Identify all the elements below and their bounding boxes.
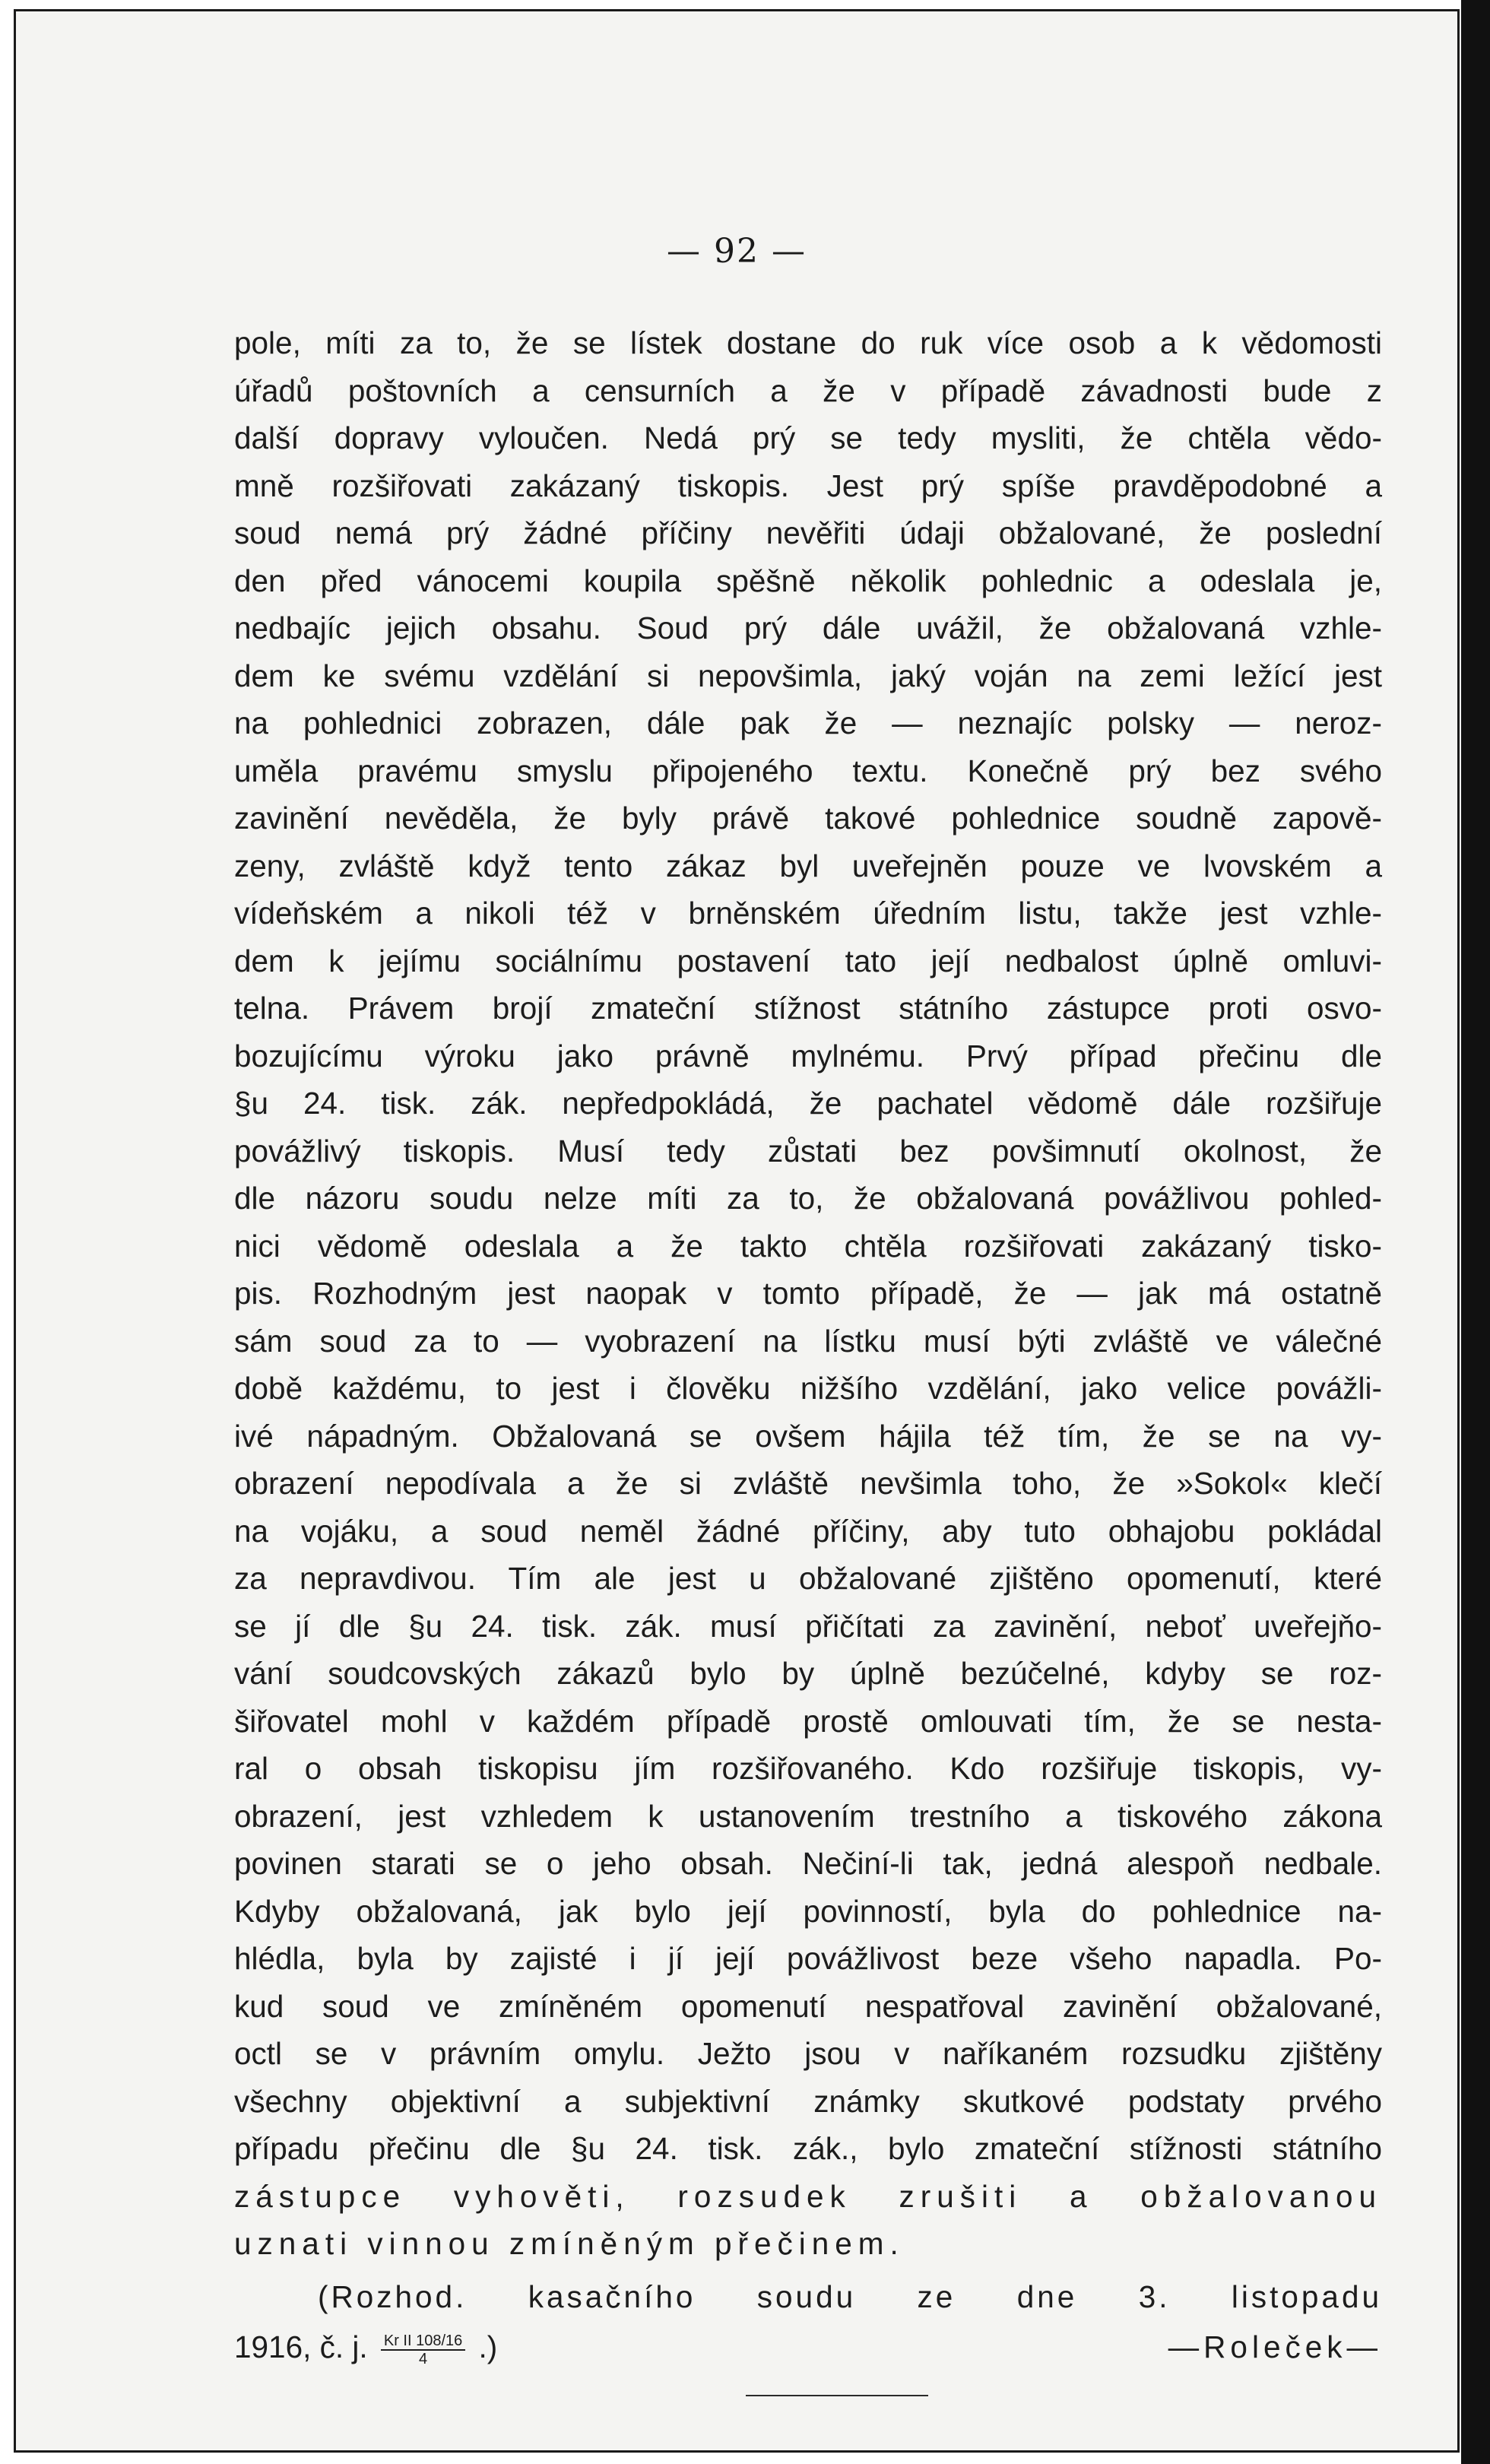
text-line: případu přečinu dle §u 24. tisk. zák., bylo zmateční stížnosti státního [234,2131,1382,2166]
page-edge-shadow [1461,0,1490,2464]
text-line: na vojáku, a soud neměl žádné příčiny, aby tuto obhajobu pokládal [234,1513,1382,1549]
text-line: povážlivý tiskopis. Musí tedy zůstati bez povšimnutí okolnost, že [234,1133,1382,1169]
text-line: bozujícímu výroku jako právně mylnému. Prvý případ přečinu dle [234,1038,1382,1073]
text-line: obrazení, jest vzhledem k ustanovením trestního a tiskového zákona [234,1798,1382,1834]
text-line: na pohlednici zobrazen, dále pak že — neznajíc polsky — neroz- [234,706,1382,740]
text-line: nedbajíc jejich obsahu. Soud prý dále uvážil, že obžalovaná vzhle- [234,610,1382,645]
text-line-emphasized: zástupce vyhověti, rozsudek zrušiti a obžalovanou [234,2178,1382,2214]
citation-reference [234,2323,497,2371]
text-line: vídeňském a nikoli též v brněnském úředním listu, takže jest vzhle- [234,896,1382,931]
page-number: — 92 — [667,232,807,271]
document-page [14,9,1460,2453]
text-line: obrazení nepodívala a že si zvláště nevšimla toho, že »Sokol« klečí [234,1466,1382,1501]
text-line: se jí dle §u 24. tisk. zák. musí přičítati za zavinění, neboť uveřejňo- [234,1608,1382,1644]
text-line: soud nemá prý žádné příčiny nevěřiti údaji obžalované, že poslední [234,515,1382,550]
citation [234,2273,1382,2374]
text-line: sám soud za to — vyobrazení na lístku musí býti zvláště ve válečné [234,1323,1382,1359]
text-line: pis. Rozhodným jest naopak v tomto případě, že — jak má ostatně [234,1276,1382,1311]
text-line: šiřovatel mohl v každém případě prostě omlouvati tím, že se nesta- [234,1703,1382,1739]
text-line: zeny, zvláště když tento zákaz byl uveřejněn pouze ve lvovském a [234,848,1382,883]
text-line: povinen starati se o jeho obsah. Nečiní-li tak, jedná alespoň nedbale. [234,1846,1382,1881]
citation-line: (Rozhod. kasačního soudu ze dne 3. listopadu [318,2279,1382,2314]
citation-closing: .) [478,2329,498,2365]
text-line: §u 24. tisk. zák. nepředpokládá, že pachatel vědomě dále rozšiřuje [234,1086,1382,1121]
text-line: kud soud ve zmíněném opomenutí nespatřoval zavinění obžalované, [234,1988,1382,2024]
text-line-emphasized: uznati vinnou zmíněným přečinem. [234,2226,905,2261]
text-line: octl se v právním omylu. Ježto jsou v naříkaném rozsudku zjištěny [234,2036,1382,2071]
text-line: den před vánocemi koupila spěšně několik pohlednic a odeslala je, [234,563,1382,598]
case-number-denominator: 4 [419,2350,428,2367]
text-line: době každému, to jest i člověku nižšího vzdělání, jako velice povážli- [234,1371,1382,1406]
case-number-fraction [381,2332,465,2367]
text-line: zavinění nevěděla, že byly právě takové pohlednice soudně zapově- [234,801,1382,836]
text-line: dem ke svému vzdělání si nepovšimla, jaký voján na zemi ležící jest [234,658,1382,693]
text-line: vání soudcovských zákazů bylo by úplně bezúčelné, kdyby se roz- [234,1656,1382,1691]
text-line: úřadů poštovních a censurních a že v případě závadnosti bude z [234,373,1382,408]
text-line: Kdyby obžalovaná, jak bylo její povinností, byla do pohlednice na- [234,1893,1382,1929]
body-text [234,319,1382,2268]
text-line: mně rozšiřovati zakázaný tiskopis. Jest prý spíše pravděpodobné a [234,468,1382,503]
text-line: pole, míti za to, že se lístek dostane do ruk více osob a k vědomosti [234,325,1382,360]
text-line: všechny objektivní a subjektivní známky skutkové podstaty prvého [234,2083,1382,2119]
citation-year: 1916, č. j. [234,2329,368,2365]
text-line: telna. Právem brojí zmateční stížnost státního zástupce proti osvo- [234,991,1382,1026]
text-line: dem k jejímu sociálnímu postavení tato její nedbalost úplně omluvi- [234,943,1382,978]
citation-reference-line [234,2321,1382,2374]
judge-name: —Roleček— [1168,2329,1382,2365]
text-line: hlédla, byla by zajisté i jí její povážlivost beze všeho napadla. Po- [234,1941,1382,1976]
text-line: ral o obsah tiskopisu jím rozšiřovaného. Kdo rozšiřuje tiskopis, vy- [234,1751,1382,1786]
text-line: ivé nápadným. Obžalovaná se ovšem hájila též tím, že se na vy- [234,1418,1382,1454]
case-number-numerator: Kr II 108/16 [381,2332,465,2351]
text-line: další dopravy vyloučen. Nedá prý se tedy mysliti, že chtěla vědo- [234,420,1382,455]
text-line: za nepravdivou. Tím ale jest u obžalované zjištěno opomenutí, které [234,1561,1382,1596]
text-line: dle názoru soudu nelze míti za to, že obžalovaná povážlivou pohled- [234,1181,1382,1216]
text-line: nici vědomě odeslala a že takto chtěla rozšiřovati zakázaný tisko- [234,1228,1382,1264]
section-divider [746,2395,928,2396]
text-line: uměla pravému smyslu připojeného textu. Konečně prý bez svého [234,753,1382,788]
